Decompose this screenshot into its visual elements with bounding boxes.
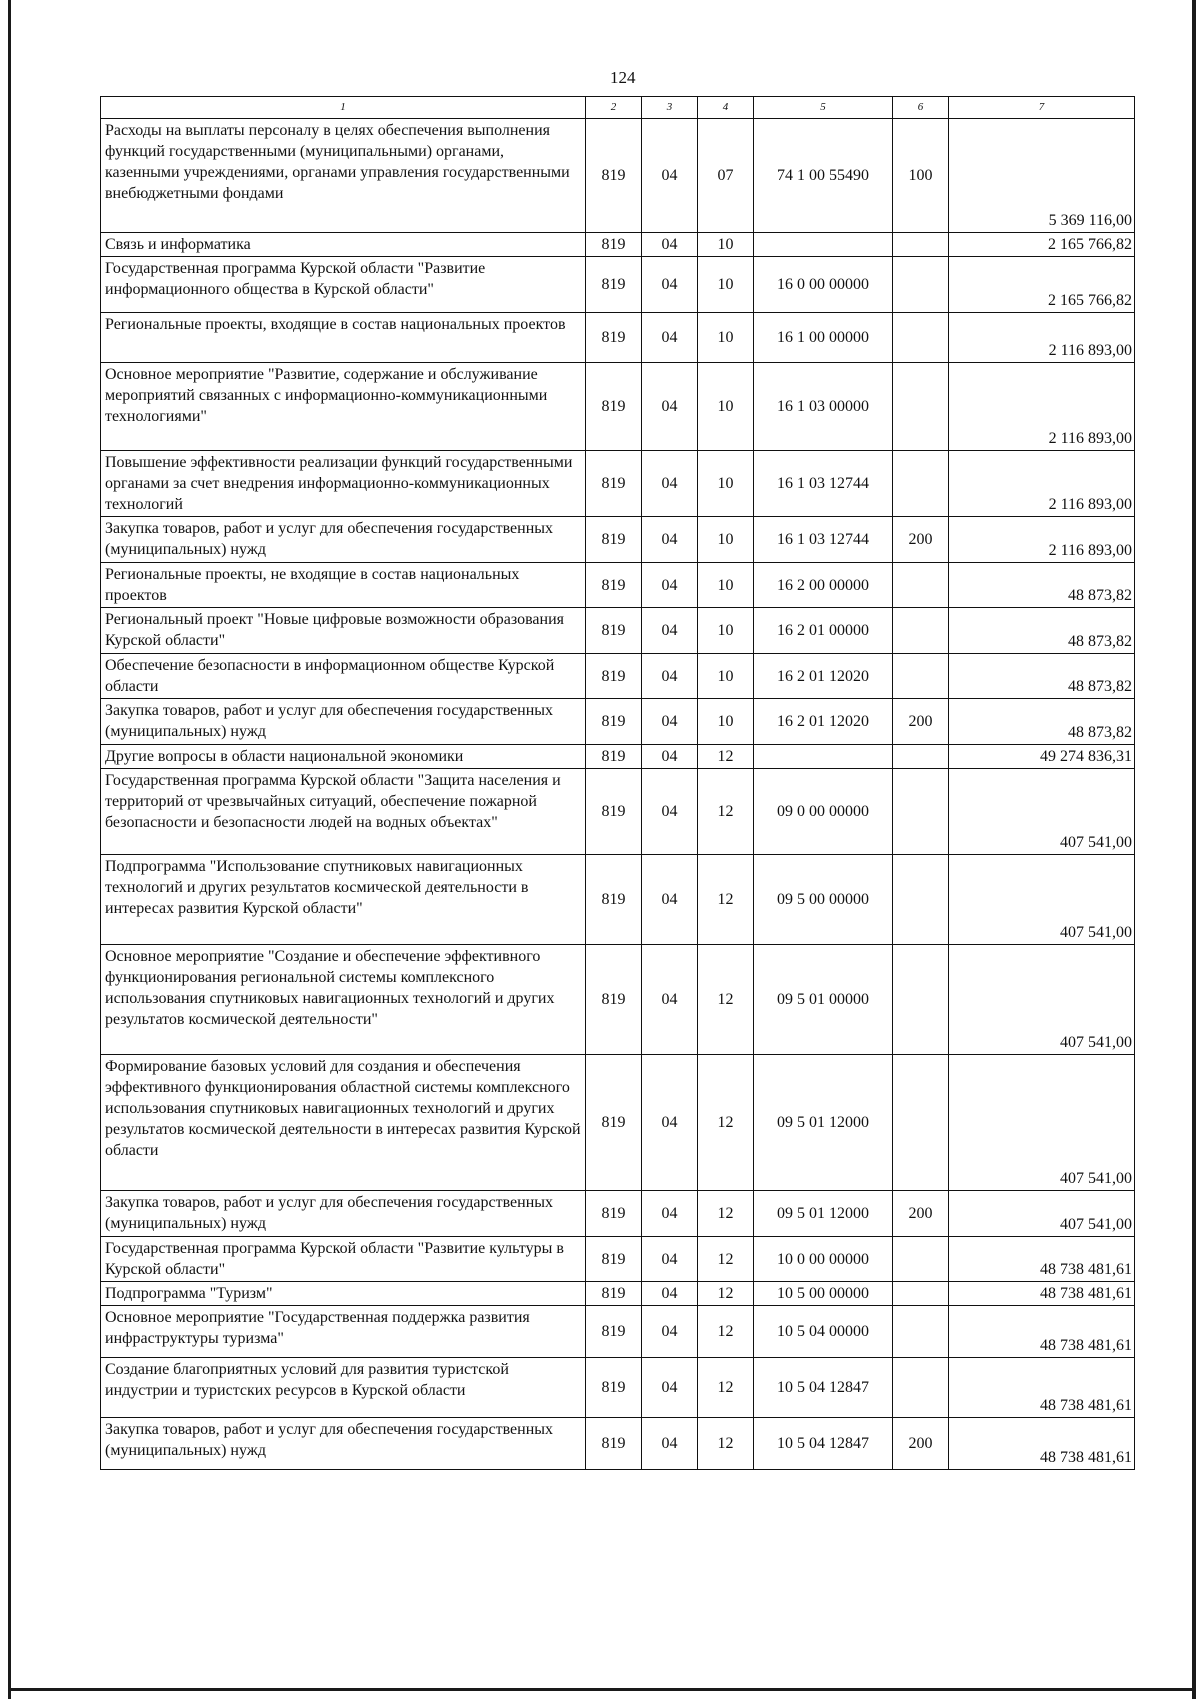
row-name: Создание благоприятных условий для развития туристской индустрии и туристских ресурсов в Курской области xyxy=(101,1358,586,1418)
table-row xyxy=(101,654,1135,699)
row-sum: 2 165 766,82 xyxy=(949,257,1135,313)
row-pr: 12 xyxy=(698,1237,754,1282)
row-csr: 16 2 01 12020 xyxy=(754,699,893,745)
row-name: Региональные проекты, не входящие в состав национальных проектов xyxy=(101,563,586,608)
scan-border-left xyxy=(8,0,11,1699)
row-ved: 819 xyxy=(586,654,642,699)
table-row xyxy=(101,1358,1135,1418)
row-name: Связь и информатика xyxy=(101,233,586,257)
row-rz: 04 xyxy=(642,233,698,257)
row-name: Основное мероприятие "Государственная поддержка развития инфраструктуры туризма" xyxy=(101,1306,586,1358)
row-vr xyxy=(893,1306,949,1358)
row-name: Формирование базовых условий для создания и обеспечения эффективного функционирования областной системы комплексного использования спутниковых навигационных технологий и других результатов космической деятельности в интересах развития Курской области xyxy=(101,1055,586,1191)
table-row xyxy=(101,363,1135,451)
row-vr xyxy=(893,1055,949,1191)
row-vr xyxy=(893,1358,949,1418)
row-rz: 04 xyxy=(642,608,698,654)
row-csr: 16 1 00 00000 xyxy=(754,313,893,363)
row-csr xyxy=(754,233,893,257)
row-csr: 10 5 00 00000 xyxy=(754,1282,893,1306)
row-rz: 04 xyxy=(642,313,698,363)
row-vr xyxy=(893,257,949,313)
table-row xyxy=(101,313,1135,363)
row-name: Повышение эффективности реализации функций государственными органами за счет внедрения информационно-коммуникационных технологий xyxy=(101,451,586,517)
row-vr xyxy=(893,363,949,451)
row-ved: 819 xyxy=(586,1306,642,1358)
row-ved: 819 xyxy=(586,233,642,257)
row-sum: 407 541,00 xyxy=(949,1191,1135,1237)
row-rz: 04 xyxy=(642,1306,698,1358)
row-ved: 819 xyxy=(586,1358,642,1418)
row-sum: 2 116 893,00 xyxy=(949,313,1135,363)
row-sum: 48 873,82 xyxy=(949,699,1135,745)
row-pr: 12 xyxy=(698,1418,754,1470)
row-csr: 10 0 00 00000 xyxy=(754,1237,893,1282)
row-vr: 200 xyxy=(893,1418,949,1470)
budget-table xyxy=(100,96,1135,1470)
row-vr: 100 xyxy=(893,119,949,233)
row-rz: 04 xyxy=(642,1282,698,1306)
row-sum: 48 738 481,61 xyxy=(949,1237,1135,1282)
row-rz: 04 xyxy=(642,363,698,451)
row-ved: 819 xyxy=(586,257,642,313)
row-vr xyxy=(893,654,949,699)
row-csr: 16 1 03 12744 xyxy=(754,517,893,563)
row-sum: 48 738 481,61 xyxy=(949,1418,1135,1470)
row-pr: 10 xyxy=(698,654,754,699)
row-pr: 12 xyxy=(698,855,754,945)
row-vr xyxy=(893,313,949,363)
table-row xyxy=(101,855,1135,945)
row-rz: 04 xyxy=(642,1055,698,1191)
row-vr xyxy=(893,1237,949,1282)
table-row xyxy=(101,945,1135,1055)
row-vr: 200 xyxy=(893,699,949,745)
row-vr xyxy=(893,563,949,608)
row-rz: 04 xyxy=(642,563,698,608)
header-col-2: 2 xyxy=(586,97,642,119)
row-sum: 48 738 481,61 xyxy=(949,1306,1135,1358)
row-vr xyxy=(893,945,949,1055)
row-pr: 12 xyxy=(698,745,754,769)
row-name: Государственная программа Курской области "Защита населения и территорий от чрезвычайных ситуаций, обеспечение пожарной безопасности и безопасности людей на водных объектах" xyxy=(101,769,586,855)
row-ved: 819 xyxy=(586,1418,642,1470)
header-col-3: 3 xyxy=(642,97,698,119)
header-col-4: 4 xyxy=(698,97,754,119)
row-sum: 407 541,00 xyxy=(949,1055,1135,1191)
row-name: Расходы на выплаты персоналу в целях обеспечения выполнения функций государственными (муниципальными) органами, казенными учреждениями, органами управления государственными внебюджетными фондами xyxy=(101,119,586,233)
row-vr: 200 xyxy=(893,1191,949,1237)
row-sum: 407 541,00 xyxy=(949,945,1135,1055)
row-rz: 04 xyxy=(642,257,698,313)
row-sum: 2 165 766,82 xyxy=(949,233,1135,257)
table-row xyxy=(101,1282,1135,1306)
header-col-5: 5 xyxy=(754,97,893,119)
row-csr: 09 5 01 12000 xyxy=(754,1055,893,1191)
row-csr: 16 0 00 00000 xyxy=(754,257,893,313)
row-name: Государственная программа Курской области "Развитие информационного общества в Курской области" xyxy=(101,257,586,313)
row-name: Региональный проект "Новые цифровые возможности образования Курской области" xyxy=(101,608,586,654)
row-pr: 10 xyxy=(698,608,754,654)
table-row xyxy=(101,1055,1135,1191)
row-vr xyxy=(893,769,949,855)
row-pr: 10 xyxy=(698,363,754,451)
row-pr: 12 xyxy=(698,1306,754,1358)
table-row xyxy=(101,119,1135,233)
row-name: Другие вопросы в области национальной экономики xyxy=(101,745,586,769)
row-ved: 819 xyxy=(586,699,642,745)
row-csr: 74 1 00 55490 xyxy=(754,119,893,233)
row-rz: 04 xyxy=(642,517,698,563)
row-name: Подпрограмма "Использование спутниковых навигационных технологий и других результатов космической деятельности в интересах развития Курской области" xyxy=(101,855,586,945)
row-ved: 819 xyxy=(586,363,642,451)
row-csr: 16 2 01 12020 xyxy=(754,654,893,699)
row-csr: 16 1 03 12744 xyxy=(754,451,893,517)
row-name: Закупка товаров, работ и услуг для обеспечения государственных (муниципальных) нужд xyxy=(101,1191,586,1237)
table-row xyxy=(101,1191,1135,1237)
row-vr xyxy=(893,608,949,654)
row-pr: 10 xyxy=(698,233,754,257)
row-ved: 819 xyxy=(586,769,642,855)
row-rz: 04 xyxy=(642,451,698,517)
row-name: Закупка товаров, работ и услуг для обеспечения государственных (муниципальных) нужд xyxy=(101,699,586,745)
table-row xyxy=(101,563,1135,608)
scan-border-bottom xyxy=(8,1688,1196,1691)
row-ved: 819 xyxy=(586,855,642,945)
row-pr: 12 xyxy=(698,1191,754,1237)
row-sum: 48 873,82 xyxy=(949,654,1135,699)
row-name: Основное мероприятие "Развитие, содержание и обслуживание мероприятий связанных с информационно-коммуникационными технологиями" xyxy=(101,363,586,451)
scan-border-right xyxy=(1192,0,1196,1699)
row-pr: 12 xyxy=(698,945,754,1055)
row-rz: 04 xyxy=(642,1418,698,1470)
row-ved: 819 xyxy=(586,313,642,363)
row-pr: 12 xyxy=(698,1282,754,1306)
row-csr: 09 5 01 12000 xyxy=(754,1191,893,1237)
row-csr: 10 5 04 12847 xyxy=(754,1358,893,1418)
row-vr xyxy=(893,451,949,517)
row-ved: 819 xyxy=(586,1055,642,1191)
row-sum: 48 873,82 xyxy=(949,608,1135,654)
table-row xyxy=(101,257,1135,313)
table-row xyxy=(101,769,1135,855)
row-name: Обеспечение безопасности в информационном обществе Курской области xyxy=(101,654,586,699)
table-row xyxy=(101,1306,1135,1358)
header-col-6: 6 xyxy=(893,97,949,119)
row-ved: 819 xyxy=(586,563,642,608)
table-row xyxy=(101,1418,1135,1470)
header-col-1: 1 xyxy=(101,97,586,119)
row-csr: 16 2 01 00000 xyxy=(754,608,893,654)
row-pr: 10 xyxy=(698,451,754,517)
row-csr: 09 5 00 00000 xyxy=(754,855,893,945)
table-row xyxy=(101,1237,1135,1282)
row-csr: 16 2 00 00000 xyxy=(754,563,893,608)
row-rz: 04 xyxy=(642,699,698,745)
row-rz: 04 xyxy=(642,654,698,699)
table-row xyxy=(101,517,1135,563)
row-vr xyxy=(893,1282,949,1306)
row-pr: 10 xyxy=(698,257,754,313)
row-vr: 200 xyxy=(893,517,949,563)
row-pr: 12 xyxy=(698,1358,754,1418)
row-sum: 49 274 836,31 xyxy=(949,745,1135,769)
row-name: Региональные проекты, входящие в состав национальных проектов xyxy=(101,313,586,363)
header-row xyxy=(101,97,1135,119)
row-pr: 10 xyxy=(698,313,754,363)
row-vr xyxy=(893,855,949,945)
header-col-7: 7 xyxy=(949,97,1135,119)
row-pr: 10 xyxy=(698,563,754,608)
row-name: Закупка товаров, работ и услуг для обеспечения государственных (муниципальных) нужд xyxy=(101,517,586,563)
row-ved: 819 xyxy=(586,451,642,517)
row-sum: 48 738 481,61 xyxy=(949,1358,1135,1418)
row-sum: 5 369 116,00 xyxy=(949,119,1135,233)
row-rz: 04 xyxy=(642,769,698,855)
row-pr: 10 xyxy=(698,517,754,563)
table-row xyxy=(101,233,1135,257)
row-rz: 04 xyxy=(642,119,698,233)
row-csr: 16 1 03 00000 xyxy=(754,363,893,451)
row-csr: 10 5 04 00000 xyxy=(754,1306,893,1358)
row-pr: 10 xyxy=(698,699,754,745)
row-csr: 09 5 01 00000 xyxy=(754,945,893,1055)
row-pr: 07 xyxy=(698,119,754,233)
row-ved: 819 xyxy=(586,745,642,769)
table-row xyxy=(101,608,1135,654)
row-sum: 48 873,82 xyxy=(949,563,1135,608)
row-vr xyxy=(893,745,949,769)
row-ved: 819 xyxy=(586,517,642,563)
row-sum: 407 541,00 xyxy=(949,855,1135,945)
row-ved: 819 xyxy=(586,945,642,1055)
table-row xyxy=(101,451,1135,517)
row-rz: 04 xyxy=(642,945,698,1055)
row-ved: 819 xyxy=(586,1191,642,1237)
row-sum: 2 116 893,00 xyxy=(949,451,1135,517)
row-name: Государственная программа Курской области "Развитие культуры в Курской области" xyxy=(101,1237,586,1282)
row-sum: 48 738 481,61 xyxy=(949,1282,1135,1306)
row-vr xyxy=(893,233,949,257)
row-ved: 819 xyxy=(586,1237,642,1282)
row-name: Закупка товаров, работ и услуг для обеспечения государственных (муниципальных) нужд xyxy=(101,1418,586,1470)
row-ved: 819 xyxy=(586,1282,642,1306)
row-pr: 12 xyxy=(698,769,754,855)
row-csr xyxy=(754,745,893,769)
row-name: Подпрограмма "Туризм" xyxy=(101,1282,586,1306)
row-pr: 12 xyxy=(698,1055,754,1191)
page-number: 124 xyxy=(610,68,636,87)
row-rz: 04 xyxy=(642,1191,698,1237)
row-name: Основное мероприятие "Создание и обеспечение эффективного функционирования региональной системы комплексного использования спутниковых навигационных технологий и других результатов космической деятельности" xyxy=(101,945,586,1055)
row-rz: 04 xyxy=(642,1358,698,1418)
table-row xyxy=(101,745,1135,769)
row-csr: 09 0 00 00000 xyxy=(754,769,893,855)
table-row xyxy=(101,699,1135,745)
row-ved: 819 xyxy=(586,608,642,654)
row-sum: 2 116 893,00 xyxy=(949,517,1135,563)
row-rz: 04 xyxy=(642,745,698,769)
row-csr: 10 5 04 12847 xyxy=(754,1418,893,1470)
row-rz: 04 xyxy=(642,855,698,945)
row-sum: 2 116 893,00 xyxy=(949,363,1135,451)
row-ved: 819 xyxy=(586,119,642,233)
row-rz: 04 xyxy=(642,1237,698,1282)
row-sum: 407 541,00 xyxy=(949,769,1135,855)
